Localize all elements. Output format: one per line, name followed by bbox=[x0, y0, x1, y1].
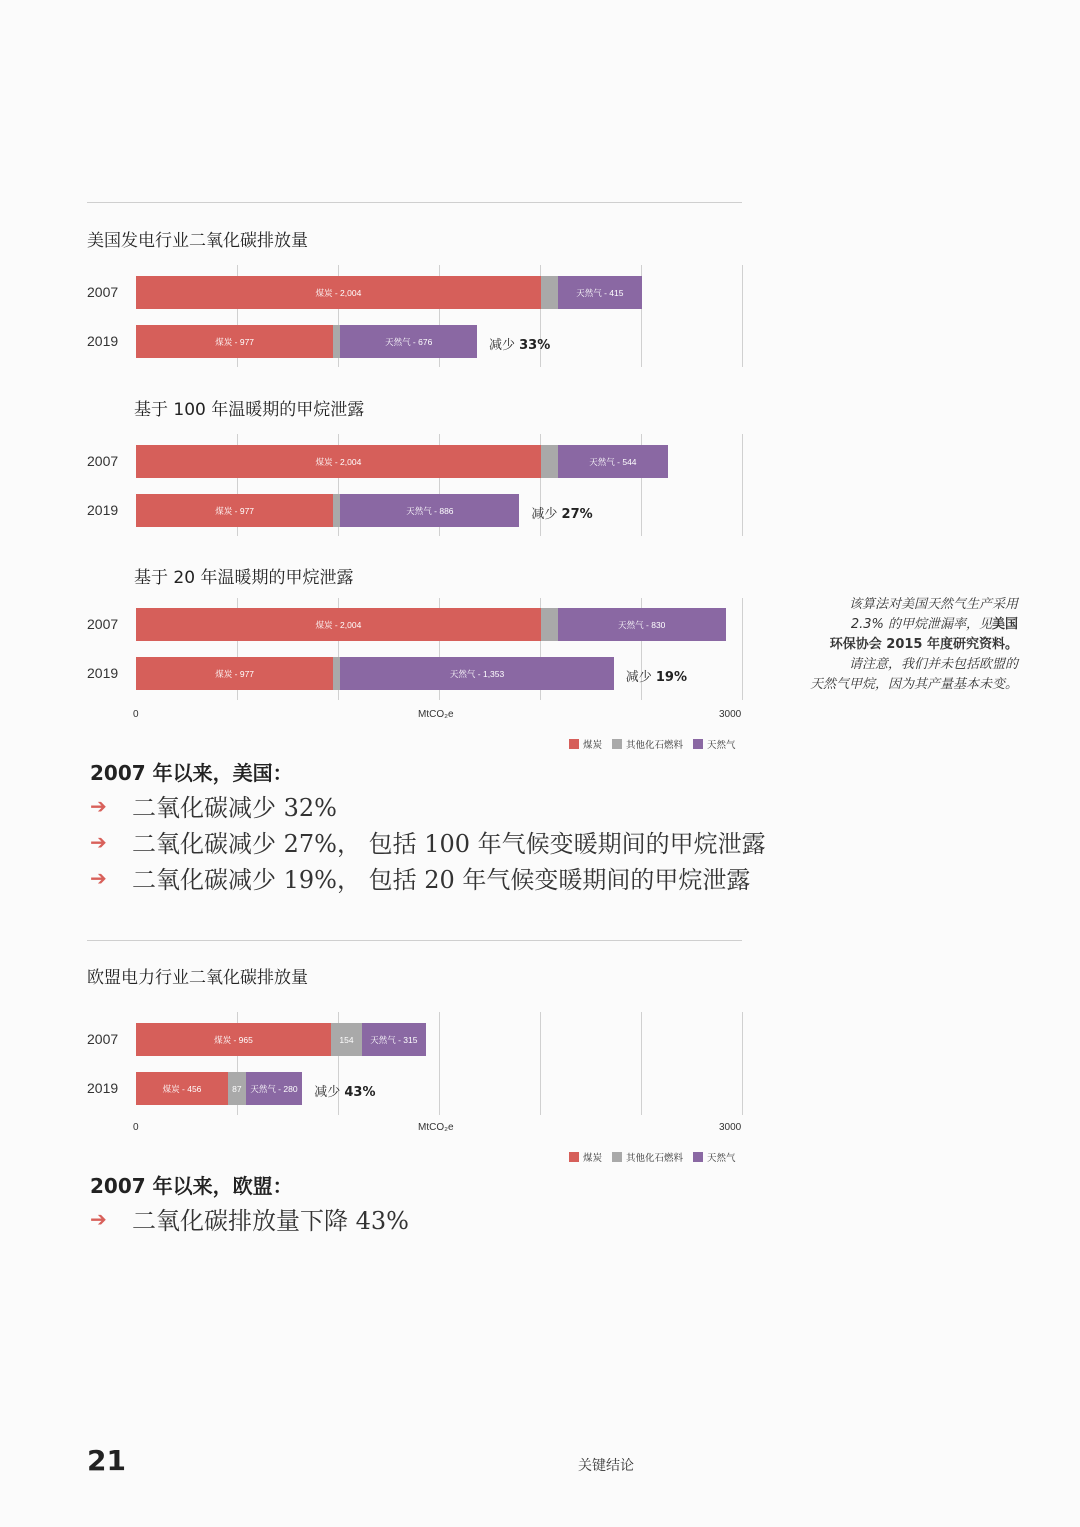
us-summary-bullet bbox=[90, 788, 337, 823]
us-summary-title: 2007 年以来，美国： bbox=[90, 761, 293, 785]
bar-segment-other bbox=[541, 445, 558, 478]
eu-chart-title: 欧盟电力行业二氧化碳排放量 bbox=[87, 968, 308, 988]
category-label: 2019 bbox=[87, 1080, 119, 1096]
gridline bbox=[742, 434, 743, 536]
stacked-bar-2007 bbox=[136, 445, 668, 478]
eu-axis-min: 0 bbox=[133, 1122, 139, 1133]
category-label: 2019 bbox=[87, 665, 119, 681]
arrow-right-icon: ➔ bbox=[90, 829, 107, 854]
reduction-value: 27% bbox=[561, 507, 593, 522]
bar-segment-other: 154 bbox=[331, 1023, 362, 1056]
eu-summary-bullet bbox=[90, 1201, 409, 1236]
page-number: 21 bbox=[87, 1444, 126, 1477]
legend-gas-label: 天然气 bbox=[707, 1153, 736, 1164]
stacked-bar-2007 bbox=[136, 1023, 426, 1056]
bar-segment-coal: 煤炭 - 456 bbox=[136, 1072, 228, 1105]
us-chart-title: 美国发电行业二氧化碳排放量 bbox=[87, 231, 308, 251]
gridline bbox=[641, 1012, 642, 1115]
legend-gas-label: 天然气 bbox=[707, 740, 736, 751]
eu-axis-max: 3000 bbox=[719, 1122, 742, 1133]
bar-segment-coal: 煤炭 - 977 bbox=[136, 325, 333, 358]
reduction-value: 19% bbox=[655, 670, 687, 685]
bullet-text: 二氧化碳排放量下降 43% bbox=[132, 1207, 409, 1235]
legend-other bbox=[612, 737, 683, 751]
us-axis-unit: MtCO₂e bbox=[418, 709, 454, 720]
bullet-text: 二氧化碳减少 32% bbox=[132, 794, 337, 822]
stacked-bar-2019 bbox=[136, 1072, 302, 1105]
bar-segment-gas: 天然气 - 544 bbox=[558, 445, 668, 478]
stacked-bar-2019 bbox=[136, 494, 519, 527]
legend-gas bbox=[693, 737, 736, 751]
bar-segment-gas: 天然气 - 280 bbox=[246, 1072, 303, 1105]
legend-other bbox=[612, 1150, 683, 1164]
note-line-1: 该算法对美国天然气生产采用 bbox=[848, 597, 1018, 612]
gridline bbox=[439, 1012, 440, 1115]
legend-coal-swatch bbox=[569, 739, 579, 749]
legend-gas bbox=[693, 1150, 736, 1164]
top-divider bbox=[87, 202, 742, 203]
bar-segment-other bbox=[333, 494, 340, 527]
gridline bbox=[540, 1012, 541, 1115]
bar-segment-other bbox=[333, 657, 340, 690]
category-label: 2019 bbox=[87, 333, 119, 349]
bar-segment-coal: 煤炭 - 2,004 bbox=[136, 445, 541, 478]
gridline bbox=[742, 598, 743, 700]
eu-legend bbox=[569, 1150, 736, 1164]
eu-divider bbox=[87, 940, 742, 941]
note-line-4: 请注意，我们并未包括欧盟的 bbox=[848, 657, 1018, 672]
stacked-bar-2019 bbox=[136, 325, 477, 358]
legend-coal-label: 煤炭 bbox=[583, 1153, 603, 1164]
bar-segment-gas: 天然气 - 676 bbox=[340, 325, 477, 358]
stacked-bar-2007 bbox=[136, 276, 642, 309]
note-line-2 bbox=[758, 615, 1018, 635]
footer-section-label: 关键结论 bbox=[578, 1458, 634, 1474]
reduction-prefix: 减少 bbox=[625, 670, 656, 685]
reduction-value: 33% bbox=[519, 338, 551, 353]
gridline bbox=[742, 1012, 743, 1115]
eu-axis-unit: MtCO₂e bbox=[418, 1122, 454, 1133]
us-axis-max: 3000 bbox=[719, 709, 742, 720]
bar-segment-gas: 天然气 - 1,353 bbox=[340, 657, 613, 690]
note-line-3: 环保协会 2015 年度研究资料。 bbox=[829, 637, 1018, 652]
us-axis-min: 0 bbox=[133, 709, 139, 720]
bar-segment-gas: 天然气 - 886 bbox=[340, 494, 519, 527]
bar-segment-gas: 天然气 - 415 bbox=[558, 276, 642, 309]
stacked-bar-2019 bbox=[136, 657, 614, 690]
reduction-prefix: 减少 bbox=[314, 1085, 345, 1100]
note-line-2b: 美国 bbox=[991, 617, 1018, 632]
legend-gas-swatch bbox=[693, 1152, 703, 1162]
bar-segment-other bbox=[541, 276, 558, 309]
legend-coal bbox=[569, 737, 602, 751]
bar-segment-other: 87 bbox=[228, 1072, 246, 1105]
bar-segment-gas: 天然气 - 830 bbox=[558, 608, 726, 641]
bar-segment-other bbox=[541, 608, 558, 641]
bar-segment-coal: 煤炭 - 977 bbox=[136, 494, 333, 527]
category-label: 2019 bbox=[87, 502, 119, 518]
category-label: 2007 bbox=[87, 284, 119, 300]
bar-segment-coal: 煤炭 - 965 bbox=[136, 1023, 331, 1056]
methodology-note bbox=[758, 595, 1018, 695]
chart-title-20yr: 基于 20 年温暖期的甲烷泄露 bbox=[134, 568, 354, 588]
reduction-annotation bbox=[489, 334, 550, 353]
legend-other-swatch bbox=[612, 739, 622, 749]
category-label: 2007 bbox=[87, 1031, 119, 1047]
us-summary-bullet bbox=[90, 824, 766, 859]
reduction-prefix: 减少 bbox=[488, 338, 520, 353]
reduction-value: 43% bbox=[344, 1085, 376, 1100]
category-label: 2007 bbox=[87, 616, 119, 632]
legend-coal-label: 煤炭 bbox=[583, 740, 603, 751]
reduction-prefix: 减少 bbox=[531, 507, 562, 522]
bar-segment-coal: 煤炭 - 977 bbox=[136, 657, 333, 690]
legend-other-label: 其他化石燃料 bbox=[626, 1153, 684, 1164]
gridline bbox=[742, 265, 743, 367]
bar-segment-other bbox=[333, 325, 340, 358]
arrow-right-icon: ➔ bbox=[90, 793, 107, 818]
bullet-text: 二氧化碳减少 27%， 包括 100 年气候变暖期间的甲烷泄露 bbox=[132, 830, 766, 858]
bullet-text: 二氧化碳减少 19%， 包括 20 年气候变暖期间的甲烷泄露 bbox=[132, 866, 751, 894]
eu-summary-title: 2007 年以来，欧盟： bbox=[90, 1174, 293, 1198]
legend-other-swatch bbox=[612, 1152, 622, 1162]
legend-coal-swatch bbox=[569, 1152, 579, 1162]
reduction-annotation bbox=[531, 503, 592, 522]
legend-other-label: 其他化石燃料 bbox=[626, 740, 684, 751]
reduction-annotation bbox=[314, 1081, 375, 1100]
bar-segment-gas: 天然气 - 315 bbox=[362, 1023, 426, 1056]
bar-segment-coal: 煤炭 - 2,004 bbox=[136, 276, 541, 309]
category-label: 2007 bbox=[87, 453, 119, 469]
arrow-right-icon: ➔ bbox=[90, 865, 107, 890]
bar-segment-coal: 煤炭 - 2,004 bbox=[136, 608, 541, 641]
note-line-5: 天然气甲烷，因为其产量基本未变。 bbox=[809, 677, 1018, 692]
stacked-bar-2007 bbox=[136, 608, 726, 641]
reduction-annotation bbox=[626, 666, 687, 685]
us-summary-bullet bbox=[90, 860, 750, 895]
arrow-right-icon: ➔ bbox=[90, 1206, 107, 1231]
legend-coal bbox=[569, 1150, 602, 1164]
us-legend bbox=[569, 737, 736, 751]
legend-gas-swatch bbox=[693, 739, 703, 749]
chart-title-100yr: 基于 100 年温暖期的甲烷泄露 bbox=[134, 400, 365, 420]
note-line-2a: 2.3% 的甲烷泄漏率，见 bbox=[850, 617, 992, 632]
